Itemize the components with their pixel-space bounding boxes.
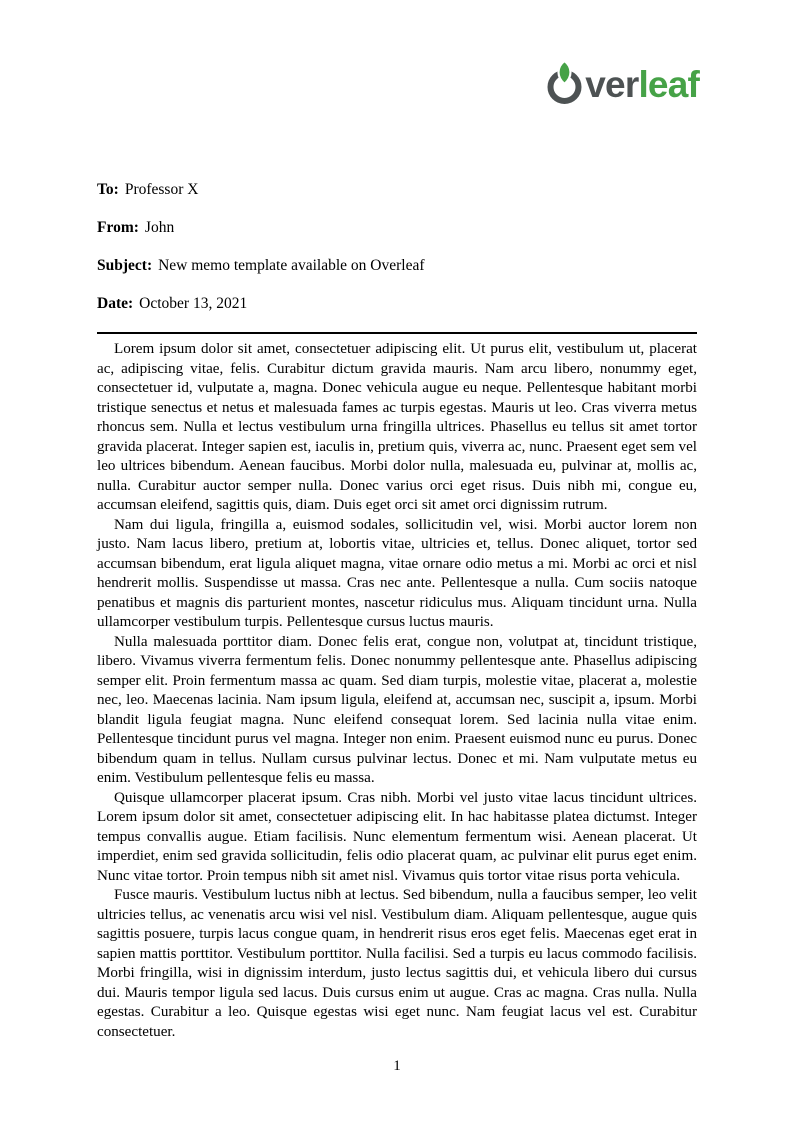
memo-field-from bbox=[97, 218, 697, 238]
body-paragraph-2: Nam dui ligula, fringilla a, euismod sodales, sollicitudin vel, wisi. Morbi auctor lorem non justo. Nam lacus libero, pretium at, lobortis vitae, ultricies et, tellus. Donec aliquet, tortor sed accumsan bibendum, erat ligula aliquet magna, vitae ornare odio metus a mi. Morbi ac orci et nisl hendrerit mollis. Suspendisse ut massa. Cras nec ante. Pellentesque a nulla. Cum sociis natoque penatibus et magnis dis parturient montes, nascetur ridiculus mus. Aliquam tincidunt urna. Nulla ullamcorper vestibulum turpis. Pellentesque cursus luctus mauris. bbox=[97, 516, 697, 630]
memo-field-date-label: Date: bbox=[97, 295, 134, 312]
memo-field-to-value: Professor X bbox=[124, 181, 199, 198]
memo-field-date bbox=[97, 294, 697, 314]
memo-field-date-value: October 13, 2021 bbox=[139, 295, 248, 312]
memo-field-subject-value: New memo template available on Overleaf bbox=[158, 257, 425, 274]
body-paragraph-5: Fusce mauris. Vestibulum luctus nibh at lectus. Sed bibendum, nulla a faucibus semper, leo velit ultricies tellus, ac venenatis arcu wisi vel nisl. Vestibulum diam. Aliquam pellentesque, augue quis sagittis posuere, turpis lacus congue quam, in hendrerit risus eros eget felis. Maecenas eget erat in sapien mattis porttitor. Vestibulum porttitor. Nulla facilisi. Sed a turpis eu lacus commodo facilisis. Morbi fringilla, wisi in dignissim interdum, justo lectus sagittis dui, et vehicula libero dui cursus dui. Mauris tempor ligula sed lacus. Duis cursus enim ut augue. Cras ac magna. Cras nulla. Nulla egestas. Curabitur a leo. Quisque egestas wisi eget nunc. Nam feugiat lacus vel est. Curabitur consectetuer. bbox=[97, 887, 697, 1040]
memo-body bbox=[97, 340, 697, 1042]
memo-field-to bbox=[97, 180, 697, 200]
body-paragraph-3: Nulla malesuada porttitor diam. Donec felis erat, congue non, volutpat at, tincidunt tristique, libero. Vivamus viverra fermentum felis. Donec nonummy pellentesque ante. Phasellus adipiscing semper elit. Proin fermentum massa ac quam. Sed diam turpis, molestie vitae, placerat a, molestie nec, leo. Maecenas lacinia. Nam ipsum ligula, eleifend at, accumsan nec, suscipit a, ipsum. Morbi blandit ligula feugiat magna. Nunc eleifend consequat lorem. Sed lacinia nulla vitae enim. Pellentesque tincidunt purus vel magna. Integer non enim. Praesent euismod nunc eu purus. Donec bibendum quam in tellus. Nullam cursus pulvinar lectus. Donec et mi. Nam vulputate metus eu enim. Vestibulum pellentesque felis eu massa. bbox=[97, 633, 697, 786]
body-paragraph-1: Lorem ipsum dolor sit amet, consectetuer adipiscing elit. Ut purus elit, vestibulum ut, placerat ac, adipiscing vitae, felis. Curabitur dictum gravida mauris. Nam arcu libero, nonummy eget, consectetuer id, vulputate a, magna. Donec vehicula augue eu neque. Pellentesque habitant morbi tristique senectus et netus et malesuada fames ac turpis egestas. Mauris ut leo. Cras viverra metus rhoncus sem. Nulla et lectus vestibulum urna fringilla ultrices. Phasellus eu tellus sit amet tortor gravida placerat. Integer sapien est, iaculis in, pretium quis, viverra ac, nunc. Praesent eget sem vel leo ultrices bibendum. Aenean faucibus. Morbi dolor nulla, malesuada eu, pulvinar at, mollis ac, nulla. Curabitur auctor semper nulla. Donec varius orci eget risus. Duis nibh mi, congue eu, accumsan eleifend, sagittis quis, diam. Duis eget orci sit amet orci dignissim rutrum. bbox=[97, 341, 697, 513]
memo-field-to-label: To: bbox=[97, 181, 119, 198]
memo-field-from-label: From: bbox=[97, 219, 139, 236]
page-footer bbox=[0, 1058, 794, 1075]
memo-field-from-value: John bbox=[144, 219, 175, 236]
body-paragraph-4: Quisque ullamcorper placerat ipsum. Cras nibh. Morbi vel justo vitae lacus tincidunt ultrices. Lorem ipsum dolor sit amet, consectetuer adipiscing elit. In hac habitasse platea dictumst. Integer tempus convallis augue. Etiam facilisis. Nunc elementum fermentum wisi. Aenean placerat. Ut imperdiet, enim sed gravida sollicitudin, felis odio placerat quam, ac pulvinar elit purus eget enim. Nunc vitae tortor. Proin tempus nibh sit amet nisl. Vivamus quis tortor vitae risus porta vehicula. bbox=[97, 789, 697, 884]
overleaf-o-leaf-icon bbox=[545, 60, 584, 106]
memo-divider-rule bbox=[97, 332, 697, 334]
memo-field-subject-label: Subject: bbox=[97, 257, 153, 274]
memo-header bbox=[97, 180, 697, 334]
page-number: 1 bbox=[393, 1058, 401, 1074]
memo-field-subject bbox=[97, 256, 697, 276]
overleaf-logo bbox=[545, 60, 699, 106]
overleaf-wordmark-dark: ver bbox=[585, 64, 639, 105]
overleaf-wordmark-green: leaf bbox=[638, 64, 699, 105]
